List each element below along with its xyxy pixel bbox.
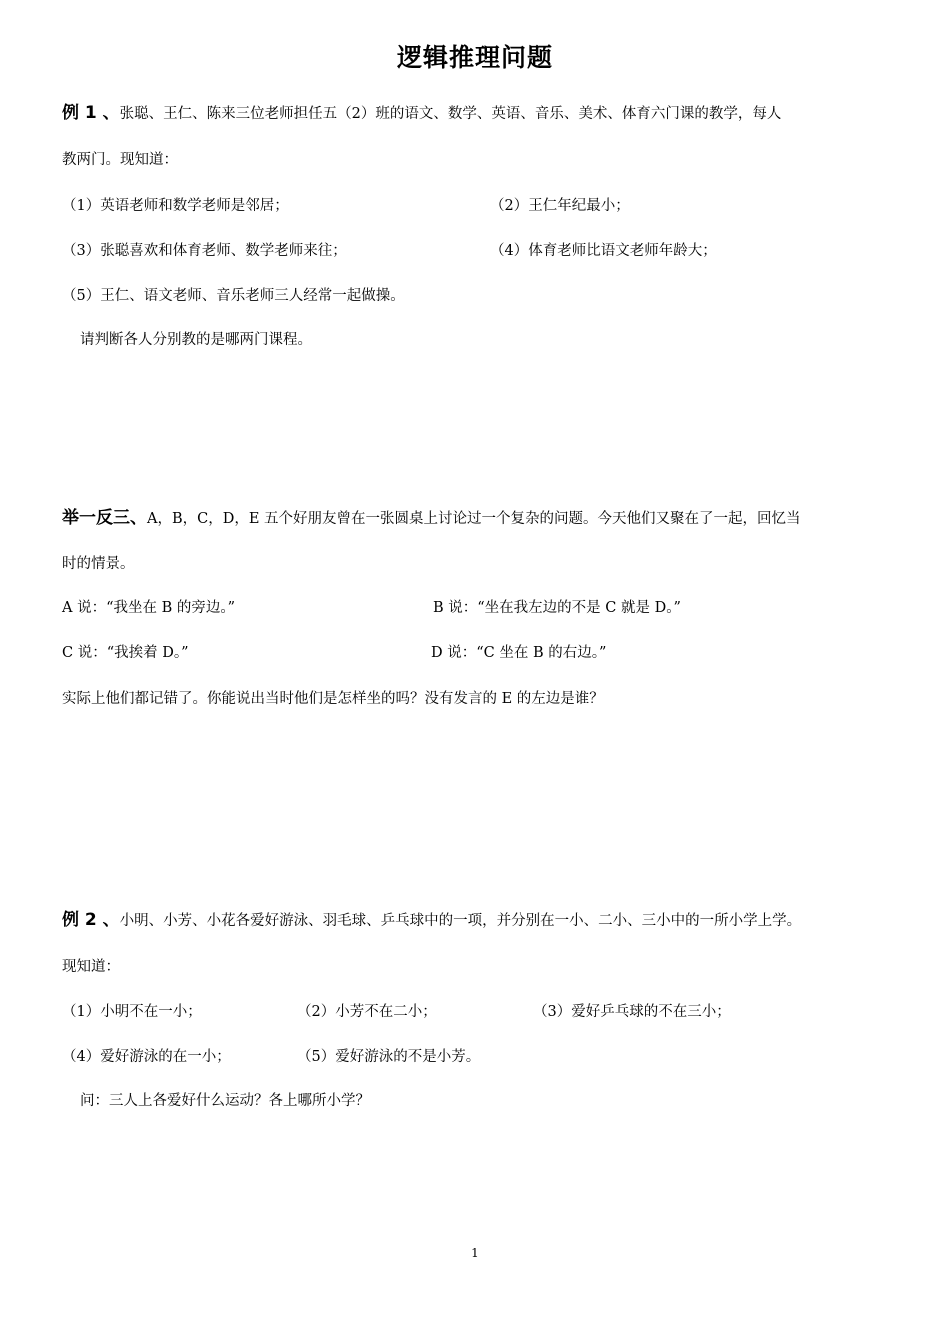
example1-condition-1: （1）英语老师和数学老师是邻居； [62,198,289,214]
practice3-question: 实际上他们都记错了。你能说出当时他们是怎样坐的吗？没有发言的 E 的左边是谁？ [62,691,604,707]
example1-intro-text: 张聪、王仁、陈来三位老师担任五（2）班的语文、数学、英语、音乐、美术、体育六门课的教学，每人 [119,106,782,122]
practice3-statement-d: D 说：“C 坐在 B 的右边。” [431,645,607,661]
practice3-intro-text: A，B，C，D，E 五个好朋友曾在一张圆桌上讨论过一个复杂的问题。今天他们又聚在了一起，回忆当 [147,511,801,527]
example1-intro-line2: 教两门。现知道： [62,152,178,168]
practice3-statement-a: A 说：“我坐在 B 的旁边。” [62,600,236,616]
page-title: 逻辑推理问题 [396,43,553,72]
example2-condition-5: （5）爱好游泳的不是小芳。 [297,1049,481,1065]
example1-condition-3: （3）张聪喜欢和体育老师、数学老师来往； [62,243,347,259]
example1-question: 请判断各人分别教的是哪两门课程。 [80,332,312,348]
example2-condition-3: （3）爱好乒乓球的不在三小； [533,1004,731,1020]
example1-label: 例 1 、 [62,103,120,123]
practice3-label: 举一反三、 [62,508,147,528]
example2-condition-2: （2）小芳不在二小； [297,1004,437,1020]
example2-intro-text: 小明、小芳、小花各爱好游泳、羽毛球、乒乓球中的一项，并分别在一小、二小、三小中的一所小学上学。 [119,913,802,929]
example2-condition-1: （1）小明不在一小； [62,1004,202,1020]
example2-label: 例 2 、 [62,910,120,930]
practice3-statement-c: C 说：“我挨着 D。” [62,645,189,661]
example1-condition-2: （2）王仁年纪最小； [490,198,630,214]
example2-condition-4: （4）爱好游泳的在一小； [62,1049,231,1065]
example2-intro-line1 [62,910,801,931]
example1-condition-5: （5）王仁、语文老师、音乐老师三人经常一起做操。 [62,288,405,304]
example1-condition-4: （4）体育老师比语文老师年龄大； [490,243,717,259]
practice3-intro-line2: 时的情景。 [62,556,135,572]
example2-question: 问：三人上各爱好什么运动？各上哪所小学？ [80,1093,370,1109]
practice3-statement-b: B 说：“坐在我左边的不是 C 就是 D。” [433,600,681,616]
practice3-intro-line1 [62,508,801,529]
example1-intro-line1 [62,103,781,124]
page-number: 1 [471,1246,479,1260]
example2-intro-line2: 现知道： [62,959,120,975]
